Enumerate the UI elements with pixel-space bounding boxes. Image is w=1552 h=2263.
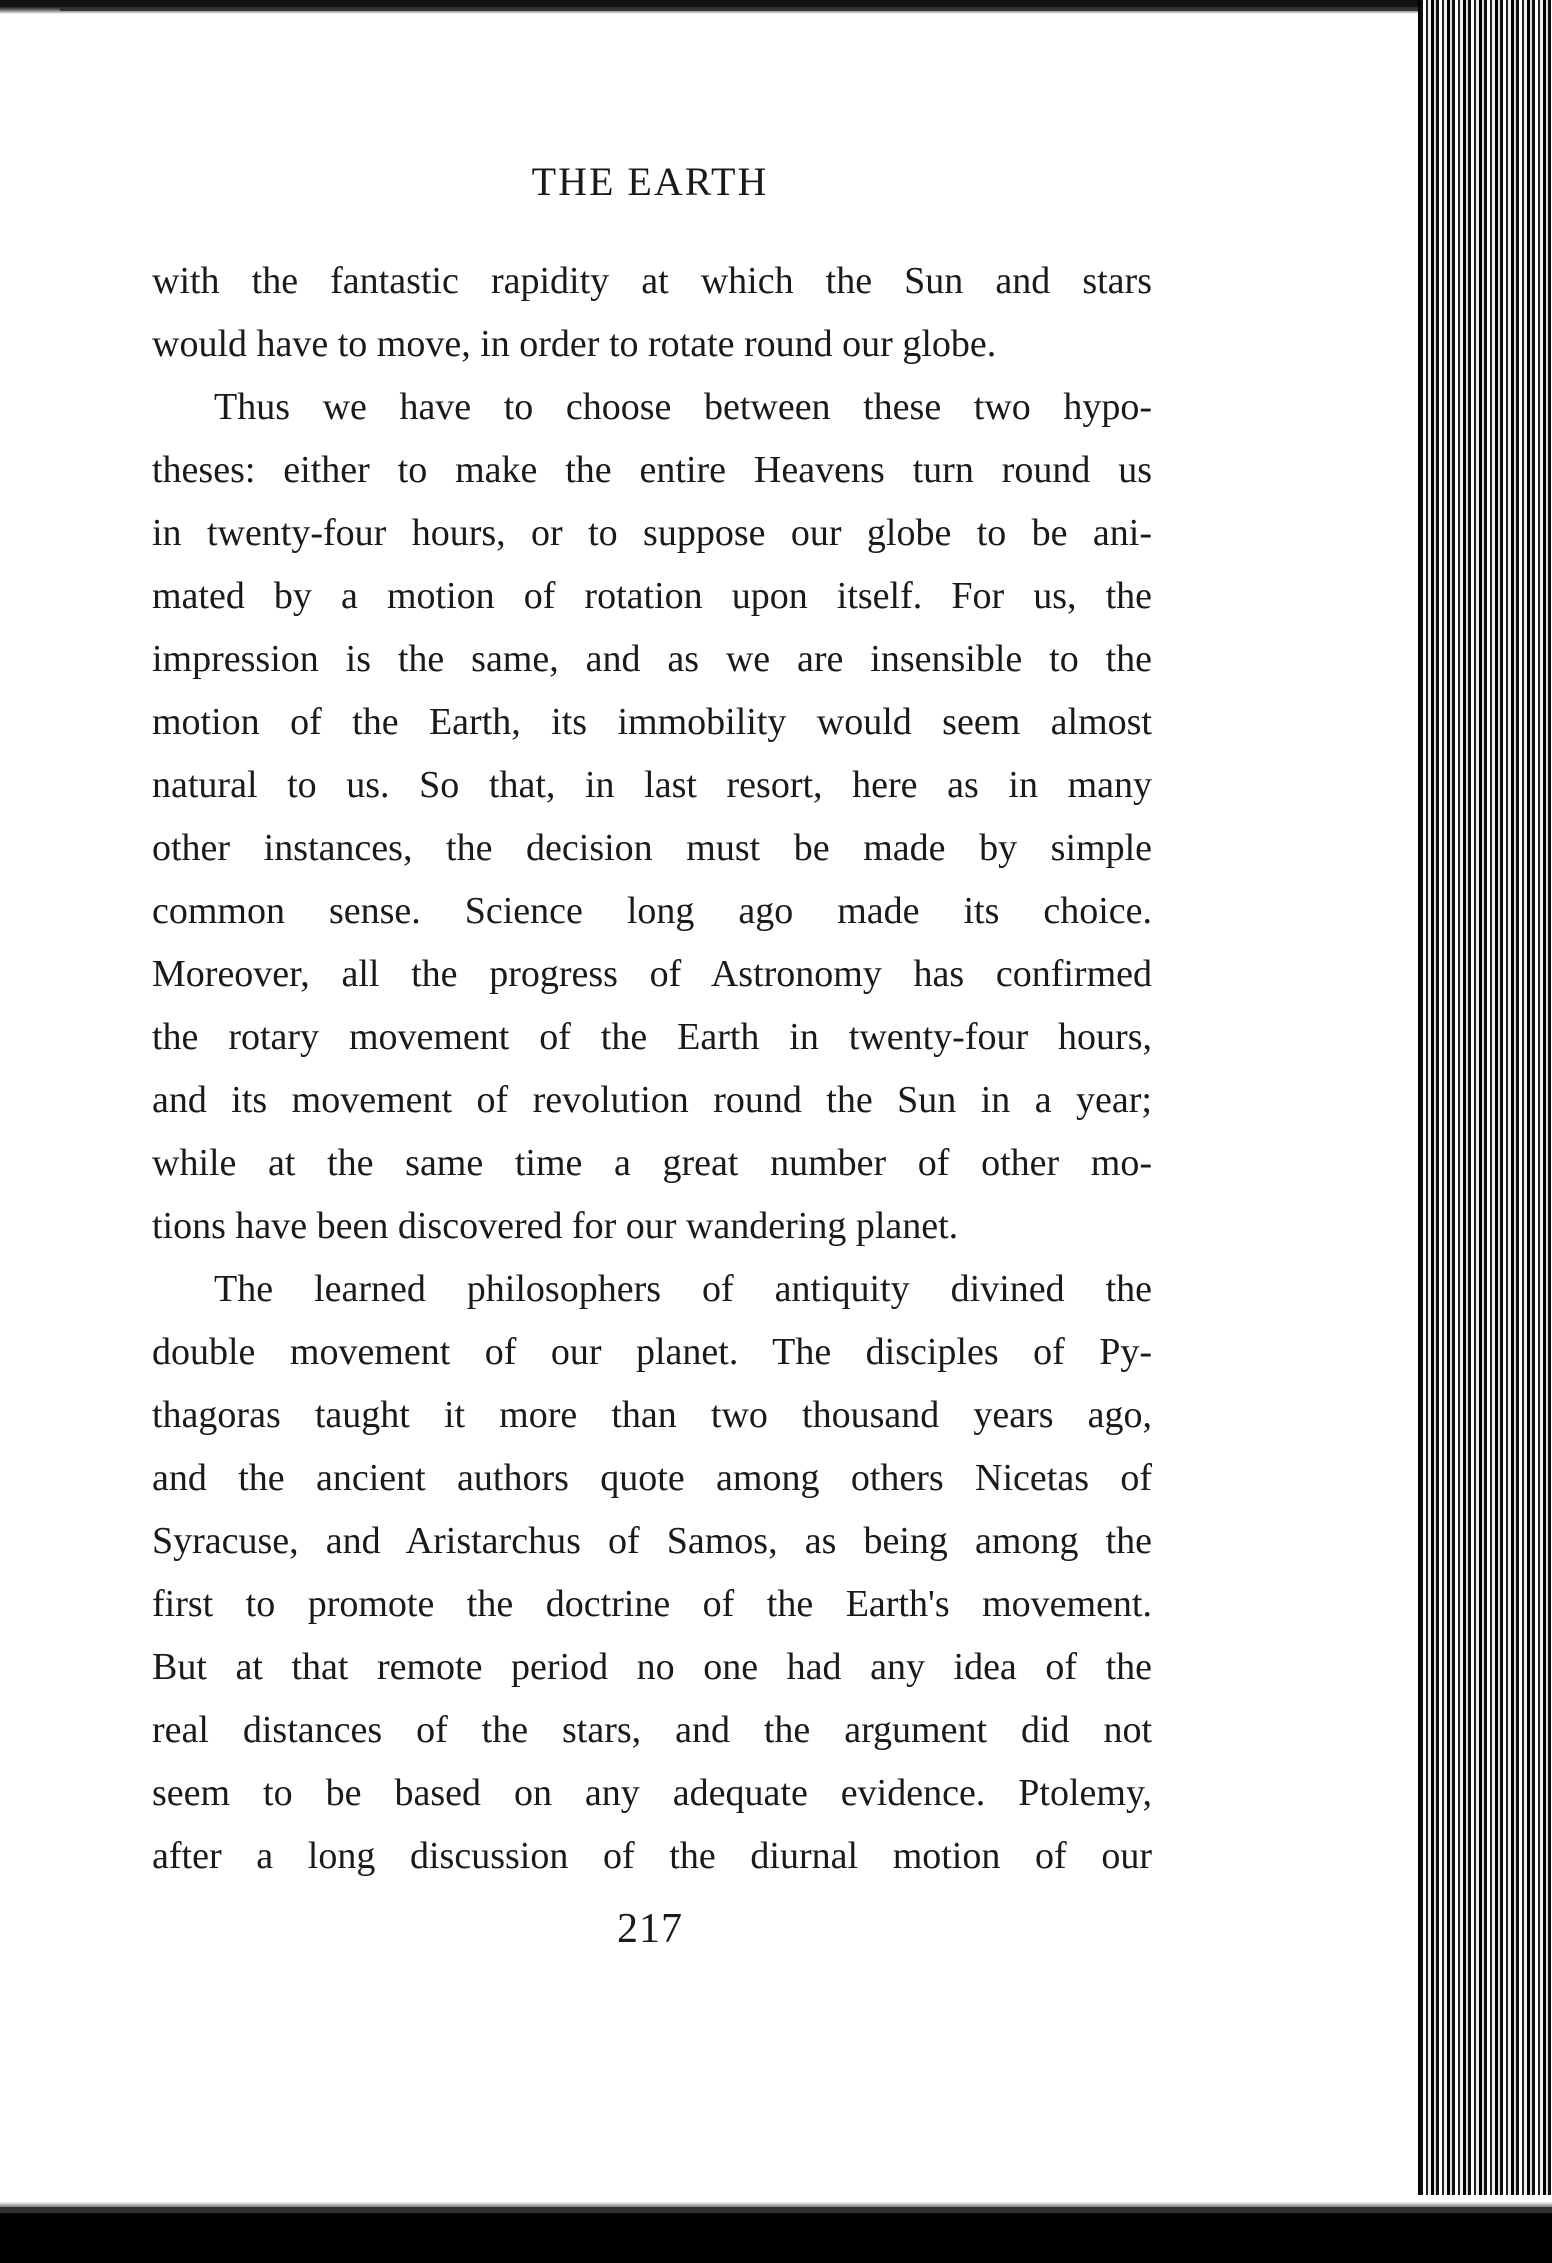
- text-line: impression is the same, and as we are insensible to the: [152, 638, 1152, 680]
- text-line: common sense. Science long ago made its choice.: [152, 890, 1152, 932]
- text-line: while at the same time a great number of other mo-: [152, 1142, 1152, 1184]
- text-line: tions have been discovered for our wandering planet.: [152, 1205, 959, 1247]
- text-line: first to promote the doctrine of the Earth's movement.: [152, 1583, 1152, 1625]
- top-edge-rule: [0, 0, 1420, 14]
- bottom-edge-rule: [0, 2195, 1552, 2263]
- text-line: with the fantastic rapidity at which the Sun and stars: [152, 260, 1152, 302]
- page-number: 217: [617, 1906, 683, 1952]
- body-text: [152, 250, 1152, 1888]
- text-line: But at that remote period no one had any idea of the: [152, 1646, 1152, 1688]
- text-line: would have to move, in order to rotate round our globe.: [152, 323, 997, 365]
- paragraph-start-line: Thus we have to choose between these two hypo-: [214, 386, 1152, 428]
- running-title: THE EARTH: [531, 159, 769, 204]
- text-line: seem to be based on any adequate evidence. Ptolemy,: [152, 1772, 1152, 1814]
- text-line: and the ancient authors quote among others Nicetas of: [152, 1457, 1152, 1499]
- text-line: in twenty-four hours, or to suppose our globe to be ani-: [152, 512, 1152, 554]
- text-line: double movement of our planet. The disciples of Py-: [152, 1331, 1152, 1373]
- text-line: natural to us. So that, in last resort, here as in many: [152, 764, 1152, 806]
- text-line: and its movement of revolution round the Sun in a year;: [152, 1079, 1152, 1121]
- top-edge-line: [60, 8, 1420, 11]
- text-line: motion of the Earth, its immobility would seem almost: [152, 701, 1152, 743]
- paragraph-start-line: The learned philosophers of antiquity divined the: [214, 1268, 1152, 1310]
- text-line: real distances of the stars, and the argument did not: [152, 1709, 1152, 1751]
- text-line: after a long discussion of the diurnal motion of our: [152, 1835, 1152, 1877]
- text-line: theses: either to make the entire Heavens turn round us: [152, 449, 1152, 491]
- text-line: Syracuse, and Aristarchus of Samos, as being among the: [152, 1520, 1152, 1562]
- text-line: thagoras taught it more than two thousand years ago,: [152, 1394, 1152, 1436]
- text-line: the rotary movement of the Earth in twenty-four hours,: [152, 1016, 1152, 1058]
- text-line: mated by a motion of rotation upon itself. For us, the: [152, 575, 1152, 617]
- book-binding-stack: [1420, 0, 1552, 2263]
- text-line: Moreover, all the progress of Astronomy has confirmed: [152, 953, 1152, 995]
- text-line: other instances, the decision must be made by simple: [152, 827, 1152, 869]
